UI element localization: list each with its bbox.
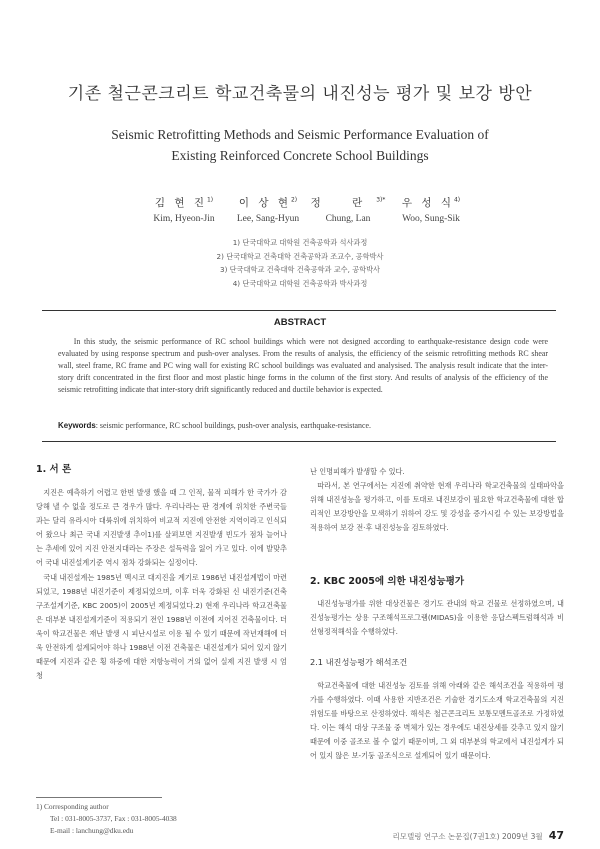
section-2-1-heading: 2.1 내진성능평가 해석조건 — [310, 657, 408, 667]
right-column-text-top — [310, 465, 564, 535]
author-2-name-ko: 이 상 현 — [238, 197, 291, 209]
author-2-mark: 2) — [290, 196, 298, 204]
keywords-label: Keywords — [58, 421, 96, 430]
abstract-body: In this study, the seismic performance of RC school buildings which were not designed according to earthquake-resistance design code were evaluated by using response spectrum and push-over analyses. From the results of analysis, the efficiency of the seismic retrofitting methods RC shear wall, steel frame, RC frame and PC wing wall for existing RC school buildings was evaluated and analysised. The analysis result indicate that the inter-story drift concentrated in the first floor and most plastic hinge forms in the column of the first story. And results of analysis of the efficiency of the seismic retrofitting indicate that inter-story drift significantly reduced and ductile behavior is expected. — [58, 337, 548, 395]
paper-title-english-line-2: Existing Reinforced Concrete School Buildings — [171, 148, 429, 163]
abstract-bottom-rule — [42, 441, 556, 442]
author-4-name-ko: 우 성 식 — [401, 197, 454, 209]
section-1-paragraph-4: 따라서, 본 연구에서는 지진에 취약한 현재 우리나라 학교건축물의 실태파악을 위해 내진성능을 평가하고, 이를 토대로 내진보강이 필요한 학교건축물에 대한 합리적인 보강방안을 모색하기 위하여 강도 및 강성을 증가시킬 수 있는 보강방법을 적용하여 보강 전·후 내진성능을 검토하였다. — [310, 481, 564, 533]
affiliation-3: 3) 단국대학교 건축대학 건축공학과 교수, 공학박사 — [220, 265, 380, 274]
abstract-top-rule — [42, 310, 556, 311]
keywords-text: : seismic performance, RC school buildings, push-over analysis, earthquake-resistance. — [95, 421, 371, 430]
footnote-rule — [36, 797, 162, 798]
author-3-mark: 3)* — [376, 196, 386, 204]
author-3-name-ko: 정 란 — [310, 197, 377, 209]
section-1-paragraph-1: 지진은 예측하기 어렵고 한번 발생 했을 때 그 인적, 물적 피해가 한 국가가 감당해 낼 수 없을 정도로 큰 경우가 많다. 우리나라는 판 경계에 위치한 주변국들과는 달리 유라시아 대륙위에 위치하여 비교적 지진에 안전한 지역이라고 인식되어 왔으나 최근 국내 지진발생 추이1)를 살펴보면 지진발생 빈도가 점차 늘어나는 추세에 있어 지진 안전지대라는 주장은 설득력을 잃어 가고 있다. 이에 발맞추어 국내 내진설계기준 역시 점차 강화되는 실정이다. — [36, 488, 287, 568]
author-2-name-en: Lee, Sang-Hyun — [236, 214, 300, 224]
footnote — [36, 801, 286, 837]
keywords-line — [58, 421, 548, 430]
page-number: 47 — [548, 829, 564, 842]
section-1-heading: 1. 서 론 — [36, 464, 72, 475]
affiliation-2: 2) 단국대학교 건축대학 건축공학과 조교수, 공학박사 — [216, 251, 384, 261]
author-1-mark: 1) — [206, 196, 214, 204]
abstract-heading: ABSTRACT — [273, 317, 327, 328]
left-column-text — [36, 486, 287, 683]
author-list — [0, 195, 600, 235]
section-2-text — [310, 597, 564, 639]
footnote-email: E-mail : lanchung@dku.edu — [50, 826, 134, 835]
affiliation-list — [0, 236, 600, 290]
author-1-name-en: Kim, Hyeon-Jin — [153, 214, 215, 224]
affiliation-4: 4) 단국대학교 대학원 건축공학과 박사과정 — [232, 278, 368, 288]
paper-title-english-line-1: Seismic Retrofitting Methods and Seismic Performance Evaluation of — [111, 127, 489, 142]
section-1-paragraph-3: 난 인명피해가 발생할 수 있다. — [310, 467, 405, 476]
paper-title-english — [0, 124, 600, 166]
section-2-paragraph-1: 내진성능평가를 위한 대상건물은 경기도 관내의 학교 건물로 선정하였으며, 내진성능평가는 상용 구조해석프로그램(MIDAS)을 이용한 응답스펙트럼해석과 비선형정적해석을 수행하였다. — [310, 599, 564, 637]
page-footer — [392, 829, 564, 842]
author-3-name-en: Chung, Lan — [325, 214, 371, 224]
affiliation-1: 1) 단국대학교 대학원 건축공학과 석사과정 — [232, 238, 368, 247]
footnote-tel-fax: Tel : 031-8005-3737, Fax : 031-8005-4038 — [50, 814, 177, 823]
author-4 — [376, 195, 486, 224]
section-2-heading: 2. KBC 2005에 의한 내진성능평가 — [310, 576, 465, 587]
author-4-mark: 4) — [453, 196, 461, 204]
footnote-corresponding-author: 1) Corresponding author — [36, 802, 109, 811]
section-1-paragraph-2: 국내 내진설계는 1985년 멕시코 대지진을 계기로 1986년 내진설계법이 마련되었고, 1988년 내진기준이 제정되었으며, 이후 더욱 강화된 신 내진기준(건축구조설계기준, KBC 2005)이 2005년 제정되었다.2) 현재 우리나라 학교건축물은 대부분 내진설계기준이 적용되기 전인 1988년 이전에 지어진 건축물이다. 더욱이 학교건물은 재난 발생 시 피난시설로 이용 될 수 있기 때문에 작년재해에 더욱 안전하게 설계되어야 하나 1988년 이전 건축물은 내진설계가 되어 있지 않기 때문에 지진과 같은 횡 하중에 대한 저항능력이 거의 없어 실제 지진 발생 시 엄청 — [36, 572, 287, 681]
paper-title-korean: 기존 철근콘크리트 학교건축물의 내진성능 평가 및 보강 방안 — [67, 84, 533, 104]
journal-citation: 리모델링 연구소 논문집(7권1호) 2009년 3월 — [392, 832, 543, 841]
section-2-1-paragraph-1: 학교건축물에 대한 내진성능 검토를 위해 아래와 같은 해석조건을 적용하여 평가를 수행하였다. 이때 사용한 지반조건은 기술한 경기도소재 학교건축물의 지진위험도를 바탕으로 산정하였다. 해석은 철근콘크리트 보통모멘트골조로 가정하였다. 이는 해석 대상 구조물 중 벽체가 있는 경우에도 내진상세를 갖추고 있지 않기 때문에 이중 골조로 볼 수 없기 때문이며, 그 외 대부분의 학교에서 내진설계가 되어 있지 않은 보-기둥 골조식으로 설계되어 있기 때문이다. — [310, 681, 564, 761]
section-2-1-text — [310, 679, 564, 764]
author-4-name-en: Woo, Sung-Sik — [402, 214, 460, 224]
author-1-name-ko: 김 현 진 — [154, 197, 207, 209]
